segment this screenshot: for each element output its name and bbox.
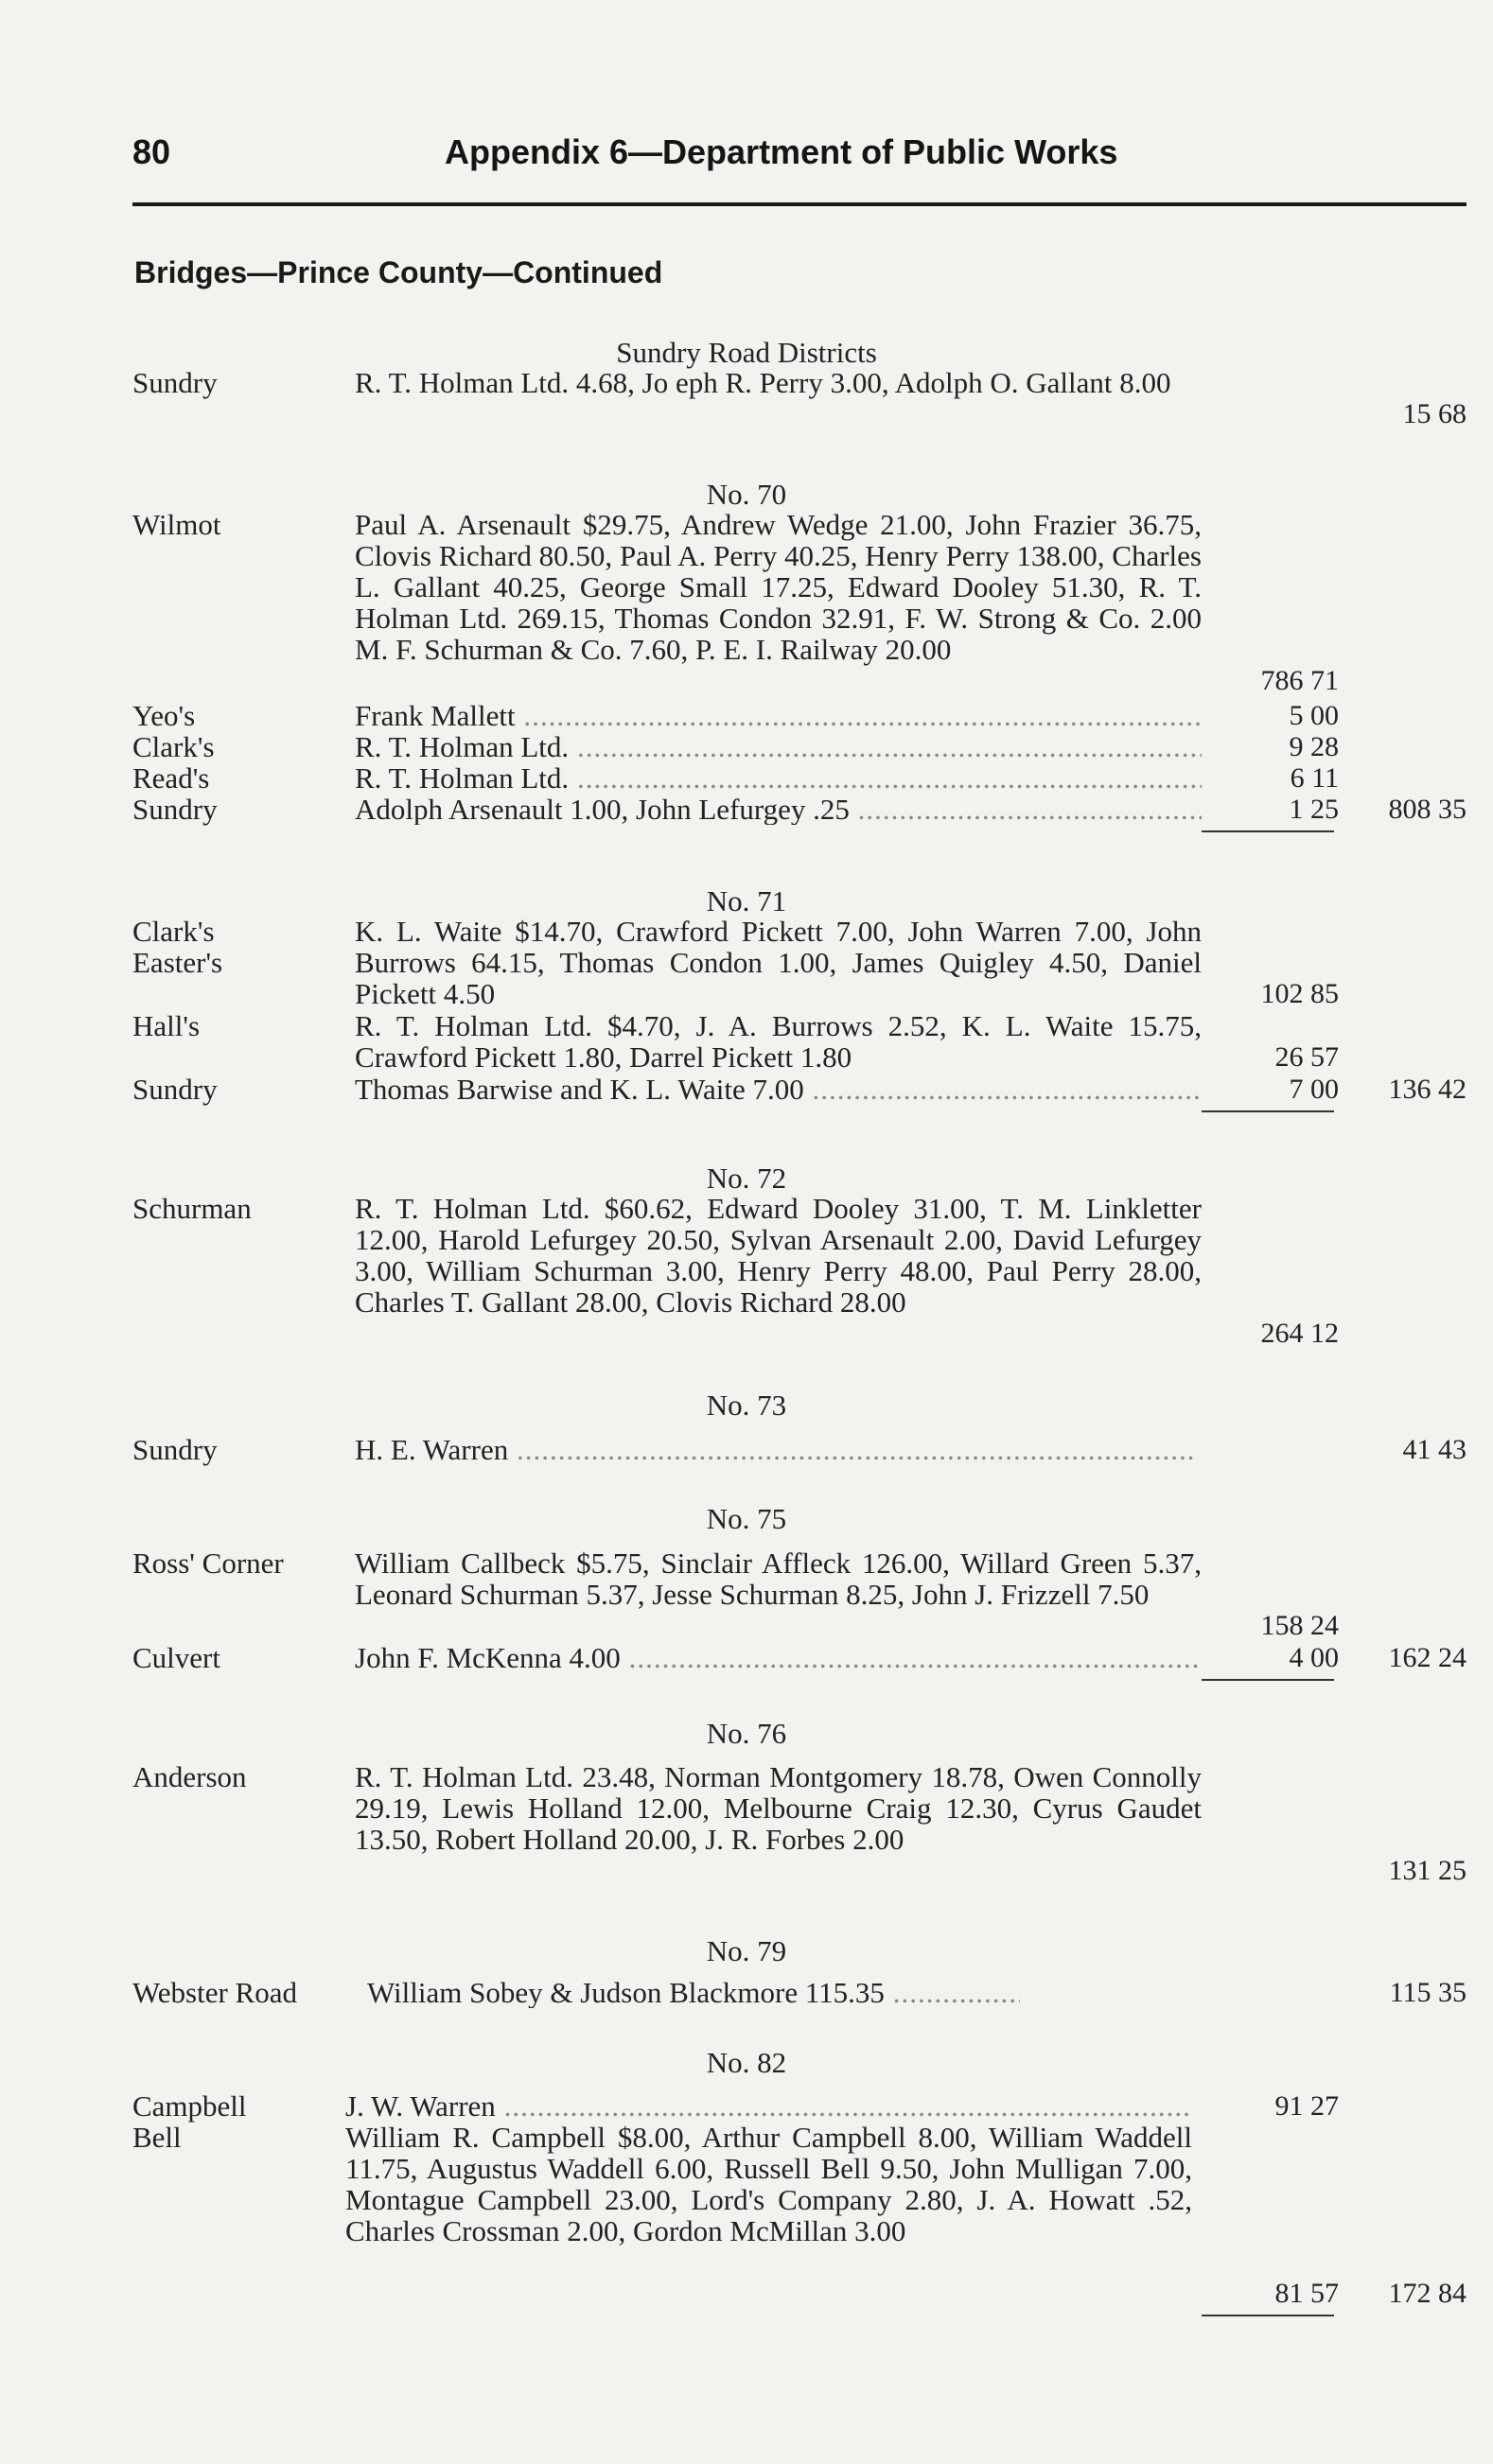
block-total: 808 35 [1388, 794, 1467, 825]
entry-amount: 5 00 [1289, 700, 1339, 731]
block-total: 162 24 [1388, 1642, 1467, 1673]
district-heading: No. 75 [706, 1502, 787, 1535]
location-label: Clark's [132, 915, 215, 948]
entry-description: R. T. Holman Ltd. 4.68, Jo eph R. Perry 3.00, Adolph O. Gallant 8.00 [355, 366, 1171, 399]
district-heading: No. 79 [706, 1934, 787, 1967]
location-label: Sundry [132, 1073, 218, 1106]
entry-amount: 91 27 [1274, 2090, 1339, 2122]
entry-amount: 786 71 [1260, 665, 1339, 696]
entry-description: R. T. Holman Ltd. ..... [355, 762, 1202, 794]
header-rule [132, 202, 1467, 206]
block-total: 172 84 [1388, 2278, 1467, 2309]
entry-description: Frank Mallett ..... [355, 700, 1202, 731]
block-total: 15 68 [1402, 398, 1467, 429]
entry-description: R. T. Holman Ltd. 23.48, Norman Montgomery 18.78, Owen Connolly 29.19, Lewis Holland 12.00, Melbourne Craig 12.30, Cyrus Gaudet 13.50, Robert Holland 20.00, J. R. Forbes 2.00 [355, 1760, 1202, 1856]
district-heading: No. 82 [706, 2046, 787, 2079]
location-label: Sundry [132, 366, 218, 399]
entry-description: K. L. Waite $14.70, Crawford Pickett 7.00, John Warren 7.00, John Burrows 64.15, Thomas Condon 1.00, James Quigley 4.50, Daniel Pickett 4.50 [355, 915, 1202, 1010]
entry-description: Thomas Barwise and K. L. Waite 7.00 ..... [355, 1074, 1202, 1105]
entry-description: Paul A. Arsenault $29.75, Andrew Wedge 21.00, John Frazier 36.75, Clovis Richard 80.50, Paul A. Perry 40.25, Henry Perry 138.00, Charles L. Gallant 40.25, George Small 17.25, Edward Dooley 51.30, R. T. Holman Ltd. 269.15, Thomas Condon 32.91, F. W. Strong & Co. 2.00 M. F. Schurman & Co. 7.60, P. E. I. Railway 20.00 [355, 508, 1202, 666]
section-heading: Bridges—Prince County—Continued [134, 255, 663, 289]
block-total: 41 43 [1402, 1434, 1467, 1465]
entry-description: John F. McKenna 4.00 ..... [355, 1642, 1202, 1673]
entry-amount: 9 28 [1289, 731, 1339, 762]
district-heading: No. 76 [706, 1717, 787, 1750]
entry-description: R. T. Holman Ltd. $4.70, J. A. Burrows 2.52, K. L. Waite 15.75, Crawford Pickett 1.80, Darrel Pickett 1.80 [355, 1009, 1202, 1074]
entry-description: R. T. Holman Ltd. $60.62, Edward Dooley 31.00, T. M. Linkletter 12.00, Harold Lefurgey 20.50, Sylvan Arsenault 2.00, David Lefurgey 3.00, William Schurman 3.00, Henry Perry 48.00, Paul Perry 28.00, Charles T. Gallant 28.00, Clovis Richard 28.00 [355, 1192, 1202, 1319]
entry-amount: 1 25 [1289, 794, 1339, 825]
location-label: Sundry [132, 1433, 218, 1466]
entry-description: William Callbeck $5.75, Sinclair Affleck 126.00, Willard Green 5.37, Leonard Schurman 5.37, Jesse Schurman 8.25, John J. Frizzell 7.50 [355, 1547, 1202, 1611]
location-label: Hall's [132, 1009, 201, 1042]
subtotal-rule [1202, 830, 1334, 832]
running-title: Appendix 6—Department of Public Works [445, 132, 1118, 171]
block-total: 136 42 [1388, 1074, 1467, 1105]
entry-amount: 102 85 [1260, 978, 1339, 1009]
location-label: Clark's [132, 730, 215, 763]
subtotal-rule [1202, 2315, 1334, 2316]
page-number: 80 [132, 132, 171, 171]
entry-amount: 26 57 [1274, 1041, 1339, 1073]
location-label: Read's [132, 761, 210, 795]
district-heading: No. 71 [706, 884, 787, 917]
location-label: Campbell [132, 2089, 247, 2123]
location-label: Anderson [132, 1760, 247, 1793]
district-heading: Sundry Road Districts [616, 336, 877, 369]
entry-description: Adolph Arsenault 1.00, John Lefurgey .25 ..... [355, 794, 1202, 825]
subtotal-rule [1202, 1110, 1334, 1112]
block-total: 131 25 [1388, 1855, 1467, 1886]
location-label: Culvert [132, 1641, 220, 1674]
location-label: Yeo's [132, 699, 196, 732]
entry-description: William R. Campbell $8.00, Arthur Campbell 8.00, William Waddell 11.75, Augustus Waddell 6.00, Russell Bell 9.50, John Mulligan 7.00, Montague Campbell 23.00, Lord's Company 2.80, J. A. Howatt .52, Charles Crossman 2.00, Gordon McMillan 3.00 [345, 2121, 1192, 2247]
block-total: 115 35 [1389, 1977, 1467, 2008]
location-label: Webster Road [132, 1976, 297, 2009]
location-label: Bell [132, 2121, 182, 2154]
entry-amount: 6 11 [1290, 762, 1339, 794]
entry-description: William Sobey & Judson Blackmore 115.35 ..... [367, 1977, 1020, 2008]
location-label: Easter's [132, 946, 223, 979]
location-label: Ross' Corner [132, 1547, 284, 1580]
location-label: Sundry [132, 793, 218, 826]
entry-amount: 81 57 [1274, 2278, 1339, 2309]
location-label: Schurman [132, 1192, 252, 1225]
running-head [132, 132, 1467, 189]
entry-description: H. E. Warren ..... [355, 1434, 1197, 1465]
entry-amount: 264 12 [1260, 1318, 1339, 1349]
entry-amount: 7 00 [1289, 1074, 1339, 1105]
entry-description: J. W. Warren ..... [345, 2090, 1192, 2122]
district-heading: No. 72 [706, 1162, 787, 1195]
entry-amount: 4 00 [1289, 1642, 1339, 1673]
subtotal-rule [1202, 1679, 1334, 1681]
district-heading: No. 73 [706, 1389, 787, 1422]
entry-amount: 158 24 [1260, 1610, 1339, 1641]
location-label: Wilmot [132, 508, 221, 541]
district-heading: No. 70 [706, 478, 787, 511]
entry-description: R. T. Holman Ltd. ..... [355, 731, 1202, 762]
